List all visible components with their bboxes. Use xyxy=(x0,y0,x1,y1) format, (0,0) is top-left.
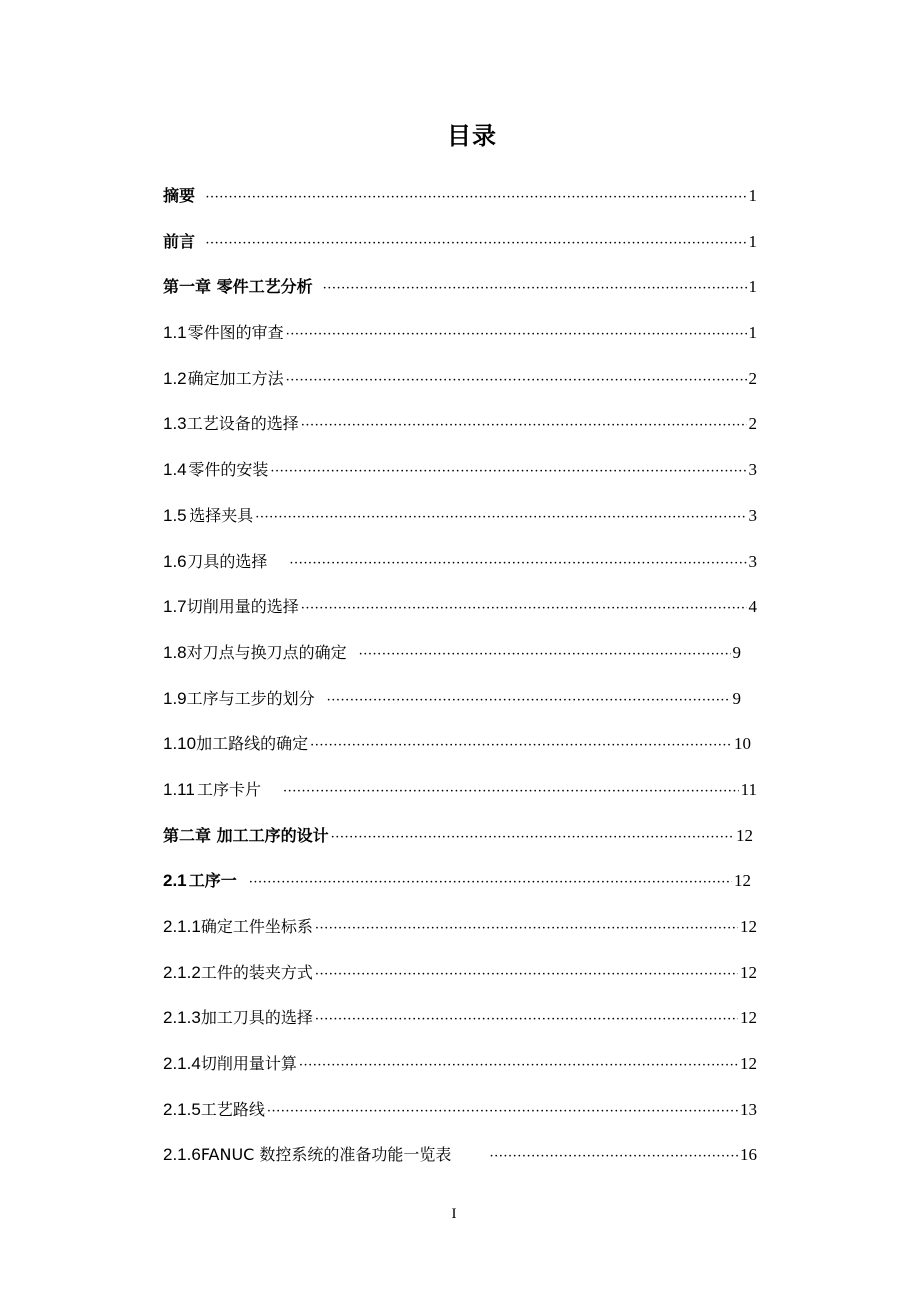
dot-leader xyxy=(301,586,747,632)
toc-entry-title: 切削用量计算 xyxy=(200,1054,297,1074)
toc-entry-2-1[interactable] xyxy=(163,858,757,904)
dot-leader xyxy=(315,952,738,998)
dot-leader xyxy=(249,860,732,906)
toc-entry-title: 工件的装夹方式 xyxy=(200,962,313,982)
toc-entry-number: 2.1.6 xyxy=(163,1145,201,1165)
dot-leader xyxy=(270,449,746,495)
toc-entry-title: 工序与工步的划分 xyxy=(186,688,315,708)
dot-leader xyxy=(255,495,746,541)
toc-entry-page: 3 xyxy=(748,551,757,571)
dot-leader xyxy=(489,1134,738,1180)
toc-entry-page: 3 xyxy=(748,460,757,480)
dot-leader xyxy=(359,632,731,678)
page-title: 目录 xyxy=(447,122,497,150)
toc-entry-number: 1.11 xyxy=(163,779,195,799)
toc-entry-page: 2 xyxy=(748,414,757,434)
toc-entry-number: 1.5 xyxy=(163,505,187,525)
toc-entry-title: 切削用量的选择 xyxy=(186,597,299,617)
toc-entry-page: 1 xyxy=(748,277,757,297)
page-number: I xyxy=(451,1206,457,1222)
toc-entry-title: 确定工件坐标系 xyxy=(200,917,313,936)
toc-entry-number: 1.9 xyxy=(163,688,187,708)
toc-entry-title: 零件图的审查 xyxy=(187,323,284,343)
toc-entry-abstract[interactable] xyxy=(163,173,757,219)
toc-entry-number: 1.10 xyxy=(163,734,197,754)
dot-leader xyxy=(310,723,732,769)
toc-entry-number: 1.7 xyxy=(163,597,187,617)
toc-entry-title: 加工路线的确定 xyxy=(196,734,309,754)
dot-leader xyxy=(323,266,747,312)
toc-entry-title: 刀具的选择 xyxy=(187,551,268,571)
dot-leader xyxy=(289,541,746,587)
toc-entry-chapter-1[interactable] xyxy=(163,264,757,310)
toc-entry-title: 对刀点与换刀点的确定 xyxy=(186,642,347,662)
toc-entry-2-1-1[interactable] xyxy=(163,904,757,950)
toc-entry-1-9[interactable] xyxy=(163,676,757,722)
toc-entry-2-1-5[interactable] xyxy=(163,1087,757,1133)
toc-entry-page: 2 xyxy=(748,368,757,388)
dot-leader xyxy=(283,769,739,815)
toc-entry-page: 12 xyxy=(740,1054,757,1074)
toc-entry-1-1[interactable] xyxy=(163,310,757,356)
toc-entry-title: 加工刀具的选择 xyxy=(200,1008,313,1028)
toc-entry-title: 选择夹具 xyxy=(189,505,254,525)
toc-entry-preface[interactable] xyxy=(163,219,757,265)
toc-entry-page: 9 xyxy=(732,688,741,708)
toc-entry-1-3[interactable] xyxy=(163,401,757,447)
toc-entry-page: 1 xyxy=(748,186,757,205)
toc-entry-page: 12 xyxy=(740,962,757,982)
dot-leader xyxy=(315,997,738,1043)
toc-entry-title: 确定加工方法 xyxy=(187,368,284,388)
toc-entry-2-1-2[interactable] xyxy=(163,950,757,996)
toc-entry-1-6[interactable] xyxy=(163,539,757,585)
toc-entry-page: 3 xyxy=(748,505,757,525)
toc-entry-number: 1.3 xyxy=(163,414,187,434)
dot-leader xyxy=(286,312,747,358)
toc-entry-number: 1.4 xyxy=(163,460,187,480)
toc-entry-page: 1 xyxy=(748,231,757,251)
toc-entry-title: 工艺设备的选择 xyxy=(186,414,299,434)
toc-entry-number: 2.1.5 xyxy=(163,1099,201,1119)
toc-entry-chapter-2[interactable] xyxy=(163,813,757,859)
dot-leader xyxy=(205,175,746,221)
dot-leader xyxy=(315,906,738,952)
toc-entry-title: 摘要 xyxy=(163,186,196,205)
toc-entry-page: 13 xyxy=(740,1099,757,1119)
toc-entry-title: 工艺路线 xyxy=(200,1099,265,1119)
toc-entry-number: 2.1 xyxy=(163,871,187,891)
toc-entry-1-11[interactable] xyxy=(163,767,757,813)
toc-entry-page: 11 xyxy=(740,779,757,799)
dot-leader xyxy=(267,1089,738,1135)
dot-leader xyxy=(301,403,747,449)
toc-entry-page: 16 xyxy=(740,1145,757,1165)
toc-entry-number: 1.1 xyxy=(163,323,187,343)
toc-entry-2-1-6[interactable] xyxy=(163,1132,757,1178)
toc-entry-title: 工序一 xyxy=(188,871,237,891)
toc-entry-page: 12 xyxy=(734,871,751,891)
toc-entry-page: 1 xyxy=(748,323,757,343)
toc-entry-2-1-4[interactable] xyxy=(163,1041,757,1087)
toc-entry-page: 10 xyxy=(734,734,751,754)
dot-leader xyxy=(286,358,747,404)
dot-leader xyxy=(327,678,731,724)
toc-entry-title: 前言 xyxy=(163,231,196,251)
dot-leader xyxy=(205,221,746,267)
toc-entry-number: 2.1.3 xyxy=(163,1008,201,1028)
toc-entry-number: 2.1.1 xyxy=(163,917,201,936)
toc-entry-2-1-3[interactable] xyxy=(163,995,757,1041)
toc-entry-title: 第一章 零件工艺分析 xyxy=(163,277,313,297)
toc-entry-page: 9 xyxy=(732,642,741,662)
toc-entry-page: 12 xyxy=(740,1008,757,1028)
toc-entry-1-7[interactable] xyxy=(163,584,757,630)
toc-entry-1-2[interactable] xyxy=(163,356,757,402)
toc-entry-1-8[interactable] xyxy=(163,630,757,676)
dot-leader xyxy=(331,815,734,861)
toc-entry-number: 1.8 xyxy=(163,642,187,662)
toc-entry-1-4[interactable] xyxy=(163,447,757,493)
toc-entry-number: 2.1.4 xyxy=(163,1054,201,1074)
toc-entry-1-10[interactable] xyxy=(163,721,757,767)
toc-entry-title: 工序卡片 xyxy=(197,779,262,799)
toc-entry-number: 1.2 xyxy=(163,368,187,388)
toc-entry-1-5[interactable] xyxy=(163,493,757,539)
toc-entry-title: 第二章 加工工序的设计 xyxy=(163,825,329,845)
toc-entry-title: FANUC 数控系统的准备功能一览表 xyxy=(200,1145,452,1165)
toc-entry-page: 4 xyxy=(748,597,757,617)
toc-entry-page: 12 xyxy=(740,917,757,936)
toc-entry-page: 12 xyxy=(736,825,753,845)
toc-entry-number: 1.6 xyxy=(163,551,187,571)
toc-entry-title: 零件的安装 xyxy=(188,460,269,480)
table-of-contents xyxy=(163,173,757,1178)
dot-leader xyxy=(299,1043,738,1089)
toc-entry-number: 2.1.2 xyxy=(163,962,201,982)
